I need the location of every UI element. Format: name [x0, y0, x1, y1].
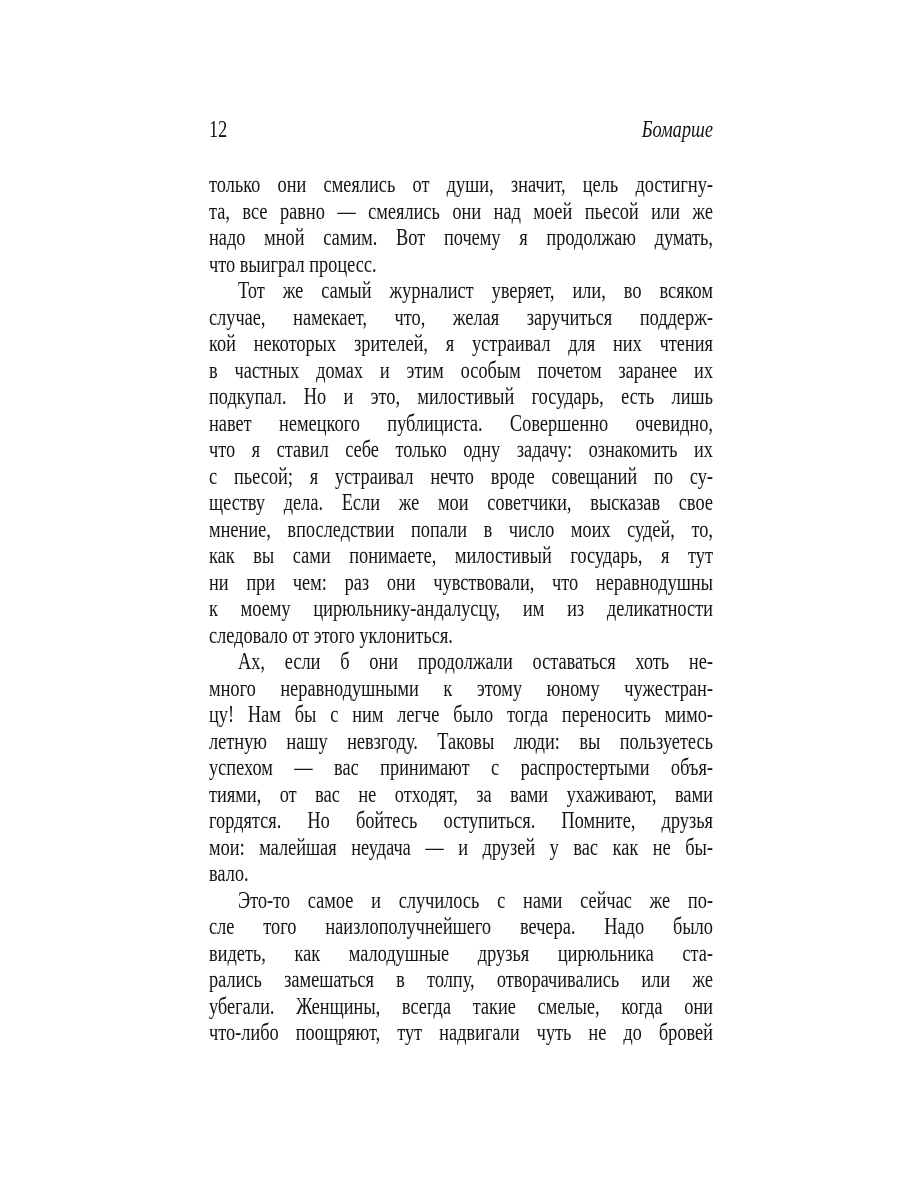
text-line: надо мной самим. Вот почему я продолжаю думать, — [209, 225, 713, 251]
page-body — [209, 172, 713, 1047]
text-line: в частных домах и этим особым почетом заранее их — [209, 357, 713, 384]
text-line: успехом — вас принимают с распростертыми объя- — [209, 755, 713, 781]
running-head: Бомарше — [641, 117, 713, 143]
text-line: цу! Нам бы с ним легче было тогда переносить мимо- — [209, 702, 713, 728]
text-line: Ах, если б они продолжали оставаться хоть не- — [238, 649, 713, 675]
text-line: Это-то самое и случилось с нами сейчас же по- — [238, 887, 713, 914]
text-line: только они смеялись от души, значит, цель достигну- — [209, 172, 713, 198]
text-line: что-либо поощряют, тут надвигали чуть не до бровей — [209, 1020, 713, 1046]
text-line: гордятся. Но бойтесь оступиться. Помните, друзья — [209, 808, 713, 834]
text-line: ществу дела. Если же мои советчики, высказав свое — [209, 490, 713, 516]
text-line: видеть, как малодушные друзья цирюльника ста- — [209, 940, 713, 967]
text-line: к моему цирюльнику-андалусцу, им из деликатности — [209, 596, 713, 622]
text-line: Тот же самый журналист уверяет, или, во всяком — [238, 278, 713, 304]
paragraph — [209, 172, 713, 278]
text-line: что выиграл процесс. — [209, 251, 377, 278]
paragraph — [209, 649, 713, 888]
text-line: тиями, от вас не отходят, за вами ухаживают, вами — [209, 781, 713, 808]
paragraph — [209, 278, 713, 649]
text-line: подкупал. Но и это, милостивый государь, есть лишь — [209, 384, 713, 410]
text-line: мои: малейшая неудача — и друзей у вас как не бы- — [209, 834, 713, 861]
text-line: случае, намекает, что, желая заручиться поддерж- — [209, 304, 713, 331]
text-line: вало. — [209, 861, 249, 887]
text-line: с пьесой; я устраивал нечто вроде совещаний по су- — [209, 463, 713, 490]
text-line: сле того наизлополучнейшего вечера. Надо было — [209, 914, 713, 940]
text-line: что я ставил себе только одну задачу: ознакомить их — [209, 437, 713, 463]
text-line: кой некоторых зрителей, я устраивал для них чтения — [209, 331, 713, 357]
page-number: 12 — [209, 117, 228, 143]
text-line: ни при чем: раз они чувствовали, что неравнодушны — [209, 569, 713, 596]
text-line: убегали. Женщины, всегда такие смелые, когда они — [209, 993, 713, 1020]
text-line: следовало от этого уклониться. — [209, 622, 453, 649]
paragraph — [209, 888, 713, 1047]
text-line: та, все равно — смеялись они над моей пьесой или же — [209, 198, 713, 225]
text-line: много неравнодушными к этому юному чужестран- — [209, 675, 713, 702]
text-line: летную нашу невзгоду. Таковы люди: вы пользуетесь — [209, 728, 713, 755]
text-line: как вы сами понимаете, милостивый государь, я тут — [209, 543, 713, 569]
text-line: навет немецкого публициста. Совершенно очевидно, — [209, 410, 713, 437]
text-line: рались замешаться в толпу, отворачивались или же — [209, 967, 713, 993]
text-line: мнение, впоследствии попали в число моих судей, то, — [209, 516, 713, 543]
page-header — [209, 117, 713, 144]
